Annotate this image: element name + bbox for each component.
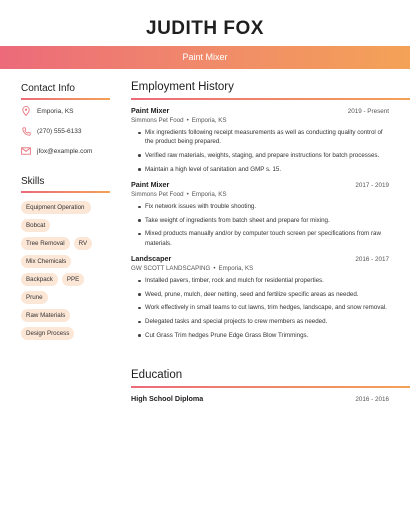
education-dates: 2016 - 2016 [355,396,389,403]
job-dates: 2017 - 2019 [355,182,389,189]
skill-pill: Bobcat [21,219,50,232]
job-bullet: Installed pavers, timber, rock and mulch for residential properties. [139,276,389,285]
job-bullet: Maintain a high level of sanitation and GMP s. 15. [139,165,389,174]
skills-list [21,201,111,345]
skill-pill: Raw Materials [21,309,70,322]
bullet-separator: • [213,265,216,272]
job-entry [131,180,389,252]
contact-email [21,144,121,158]
contact-phone-text: (270) 555-6133 [37,127,82,135]
skills-divider [21,191,110,193]
contact-divider [21,98,110,100]
job-company: Simmons Pet Food [131,191,184,198]
job-bullet: Delegated tasks and special projects to crew members as needed. [139,317,389,326]
job-company: GW SCOTT LANDSCAPING [131,265,211,272]
job-bullet: Fix network issues with trouble shooting. [139,202,389,211]
skills-heading: Skills [21,176,45,187]
job-dates: 2019 - Present [347,108,389,115]
skill-pill: Tree Removal [21,237,70,250]
education-heading: Education [131,369,183,381]
education-degree: High School Diploma [131,394,204,403]
education-divider [131,386,410,388]
job-bullet: Mixed products manually and/or by computer touch screen per specifications from raw materials. [139,229,389,247]
job-company: Simmons Pet Food [131,117,184,124]
job-bullet: Mix ingredients following receipt measurements as well as conducting quality control of the product being prepared. [139,128,389,146]
job-bullet: Work effectively in small teams to cut lawns, trim hedges, landscape, and snow removal. [139,303,389,312]
skill-pill: Prune [21,291,48,304]
contact-location [21,104,121,118]
job-bullet: Take weight of ingredients from batch sheet and prepare for mixing. [139,216,389,225]
job-entry [131,254,389,345]
contact-phone [21,124,121,138]
job-location: Emporia, KS [191,191,227,198]
skill-pill: Equipment Operation [21,201,91,214]
contact-email-text: jfox@example.com [37,147,93,155]
job-title-banner: Paint Mixer [0,46,410,69]
contact-location-text: Emporia, KS [37,107,74,115]
location-pin-icon [21,106,31,116]
job-location: Emporia, KS [191,117,227,124]
job-dates: 2016 - 2017 [355,256,389,263]
job-entry [131,106,389,178]
employment-divider [131,98,410,100]
job-bullet: Cut Grass Trim hedges Prune Edge Grass Blow Trimmings. [139,331,389,340]
education-entry [131,394,389,403]
skill-pill: Mix Chemicals [21,255,71,268]
employment-heading: Employment History [131,81,234,93]
job-location: Emporia, KS [218,265,254,272]
phone-icon [21,126,31,136]
job-title: Paint Mixer [131,180,170,189]
candidate-name: JUDITH FOX [146,18,264,39]
mail-icon [21,146,31,156]
skill-pill: RV [74,237,92,250]
skill-pill: Backpack [21,273,58,286]
job-bullet: Verified raw materials, weights, staging, and prepare instructions for batch processes. [139,151,389,160]
skill-pill: PPE [62,273,84,286]
contact-info-heading: Contact Info [21,83,75,94]
skill-pill: Design Process [21,327,74,340]
bullet-separator: • [186,117,189,124]
job-bullet: Weed, prune, mulch, deer netting, seed and fertilize specific areas as needed. [139,290,389,299]
job-title: Landscaper [131,254,172,263]
job-title: Paint Mixer [131,106,170,115]
bullet-separator: • [186,191,189,198]
